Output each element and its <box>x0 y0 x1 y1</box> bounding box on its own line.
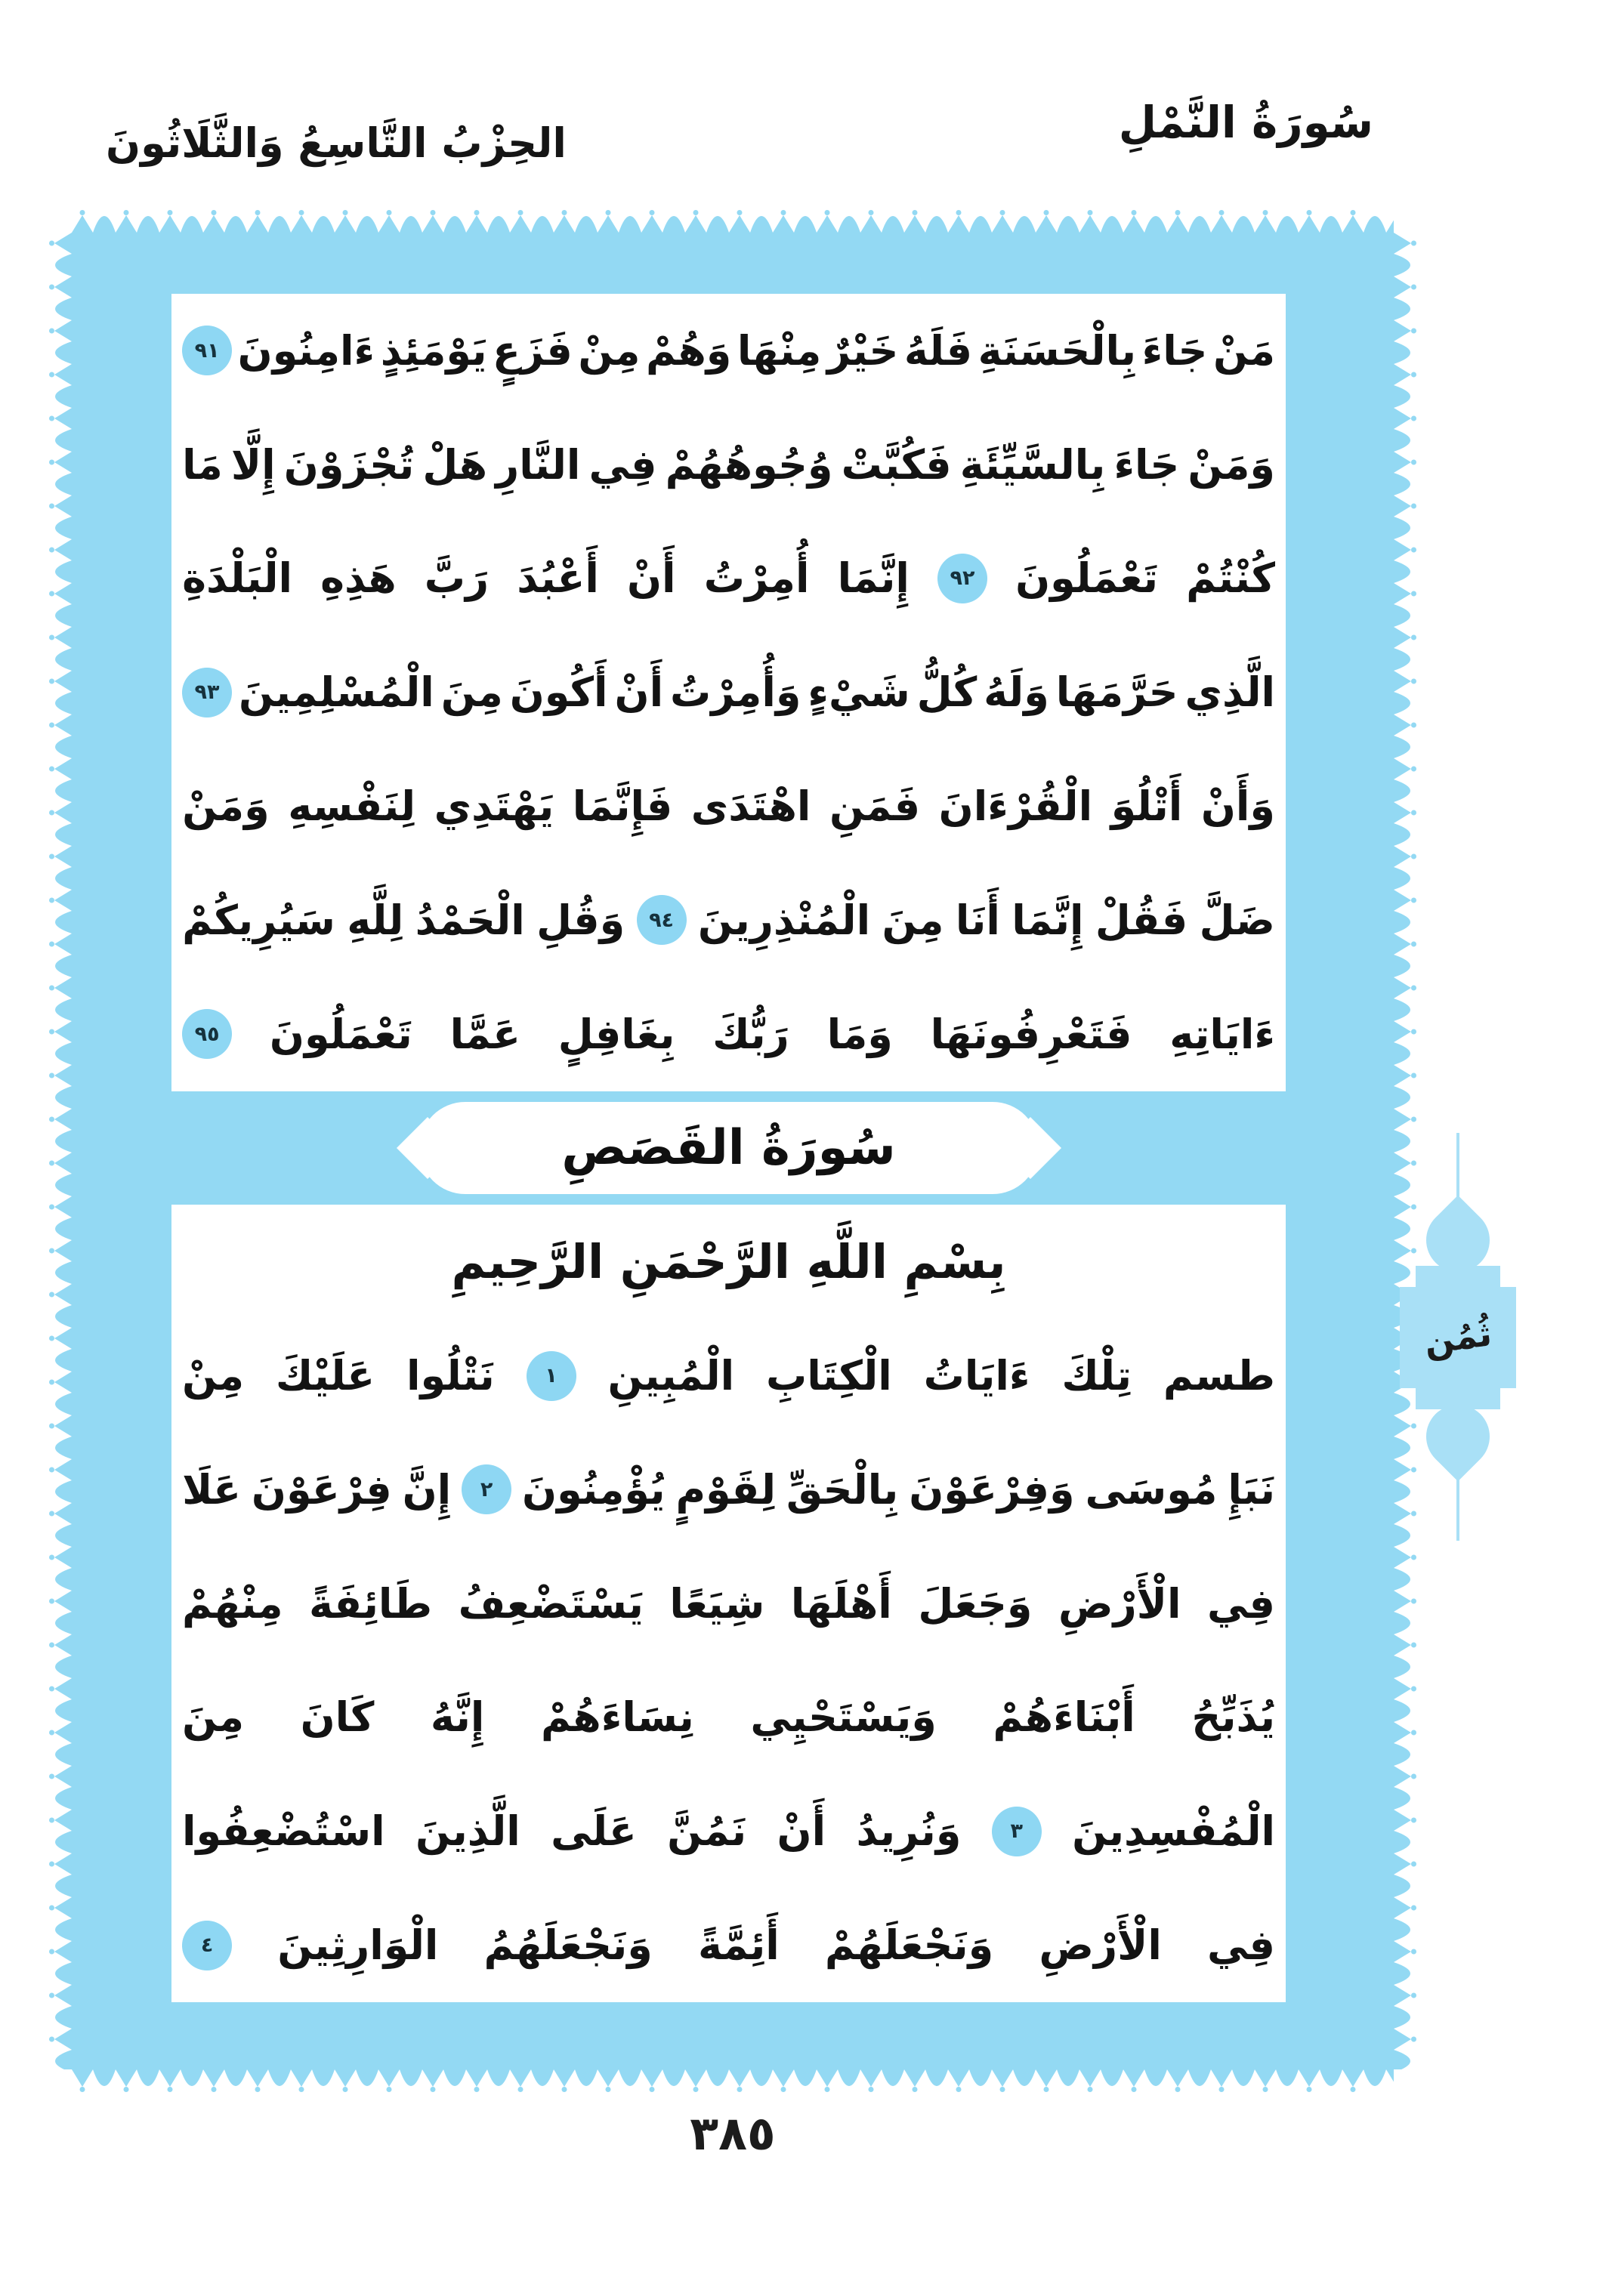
quran-word: كُلُّ <box>916 668 977 717</box>
quran-line <box>182 635 1275 749</box>
quran-word: تَعْمَلُونَ <box>269 1010 412 1058</box>
verse-number-rosette <box>182 1921 232 1970</box>
quran-word: أَعْبُدَ <box>517 554 599 603</box>
quran-word: جَاءَ <box>1113 440 1180 489</box>
quran-word: وَمَنْ <box>182 782 270 831</box>
quran-line <box>182 1774 1275 1888</box>
quran-word: فَقُلْ <box>1095 896 1188 944</box>
verse-number-rosette <box>182 668 232 718</box>
verse-number-rosette <box>182 1009 232 1059</box>
quran-word: يُذَبِّحُ <box>1191 1693 1275 1742</box>
quran-word: سَيُرِيكُمْ <box>182 896 335 944</box>
quran-word: وَقُلِ <box>536 896 625 944</box>
quran-word: فِي <box>588 440 657 489</box>
quran-word: وَفِرْعَوْنَ <box>909 1465 1075 1514</box>
verse-number: ٣ <box>1010 1819 1024 1844</box>
quran-word: وَنَجْعَلَهُمُ <box>483 1921 653 1970</box>
quran-word: الْمُسْلِمِينَ <box>238 668 434 717</box>
surah-title: سُورَةُ القَصَصِ <box>561 1119 896 1176</box>
quran-word: إِنَّمَا <box>837 554 910 603</box>
bismillah-line: بِسْمِ اللَّهِ الرَّحْمَنِ الرَّحِيمِ <box>451 1234 1006 1290</box>
quran-line <box>182 977 1275 1091</box>
quran-word: وَمَا <box>826 1010 893 1058</box>
quran-word: مِنَ <box>440 668 503 717</box>
quran-word: هَلْ <box>422 440 488 489</box>
quran-word: لِلَّهِ <box>347 896 404 944</box>
quran-word: وَجَعَلَ <box>918 1579 1033 1628</box>
quran-word: الْمُبِينِ <box>607 1352 735 1400</box>
quran-word: الْقُرْءَانَ <box>938 782 1093 831</box>
quran-word: فَإِنَّمَا <box>572 782 673 831</box>
zigzag-strip <box>72 2069 1394 2092</box>
quran-word: مِنَ <box>882 896 944 944</box>
verse-number-rosette <box>462 1464 511 1514</box>
quran-word: وَأَنْ <box>1200 782 1275 831</box>
quran-word: الْوَارِثِينَ <box>277 1921 439 1970</box>
surah-title-cartouche <box>419 1102 1039 1194</box>
quran-word: وَهُمْ <box>645 326 732 375</box>
zigzag-strip <box>49 233 72 2069</box>
quran-word: نَتْلُوا <box>406 1352 495 1400</box>
quran-word: مَنْ <box>1212 326 1275 375</box>
quran-word: فَلَهُ <box>903 326 973 375</box>
quran-word: شَيْءٍ <box>808 668 910 717</box>
verse-number-rosette <box>992 1807 1042 1856</box>
quran-word: مِنَ <box>182 1693 245 1742</box>
surah-title-banner <box>171 1091 1286 1205</box>
quran-word: إِنَّهُ <box>430 1693 485 1742</box>
quran-word: بِغَافِلٍ <box>557 1010 675 1058</box>
quran-line <box>182 1888 1275 2002</box>
quran-word: فِي <box>1207 1579 1275 1628</box>
quran-word: مَا <box>182 440 223 489</box>
quran-text-area <box>171 294 1286 2002</box>
frame-zigzag-top-edge <box>72 210 1394 233</box>
quran-line <box>182 1661 1275 1775</box>
ornament-square <box>1400 1287 1516 1388</box>
quran-word: نَمُنَّ <box>667 1807 747 1856</box>
quran-word: طسم <box>1163 1352 1275 1400</box>
quran-word: وَنَجْعَلَهُمْ <box>824 1921 994 1970</box>
verse-number: ٩٥ <box>194 1022 220 1046</box>
quran-word: النَّارِ <box>496 440 581 489</box>
quran-word: مُوسَى <box>1085 1465 1218 1514</box>
quran-word: أَكُونَ <box>509 668 608 717</box>
quran-word: فَمَنِ <box>829 782 921 831</box>
quran-word: كَانَ <box>300 1693 375 1742</box>
quran-word: فَزَعٍ <box>493 326 573 375</box>
quran-word: أَنَا <box>955 896 1000 944</box>
quran-word: أَنْ <box>614 668 664 717</box>
quran-word: لِقَوْمٍ <box>675 1465 777 1514</box>
quran-word: تِلْكَ <box>1061 1352 1132 1400</box>
quran-line <box>182 863 1275 977</box>
verse-number: ٩٢ <box>950 566 975 591</box>
thumun-margin-ornament <box>1400 1133 1516 1541</box>
quran-word: إِنَّ <box>402 1465 452 1514</box>
quran-word: عَمَّا <box>449 1010 520 1058</box>
quran-word: حَرَّمَهَا <box>1055 668 1178 717</box>
quran-word: تُجْزَوْنَ <box>283 440 415 489</box>
quran-word: بِالسَّيِّئَةِ <box>959 440 1106 489</box>
quran-word: الْحَمْدُ <box>415 896 525 944</box>
frame-zigzag-bottom-edge <box>72 2069 1394 2092</box>
quran-word: أَنْ <box>777 1807 826 1856</box>
quran-word: ءَامِنُونَ <box>237 326 375 375</box>
quran-word: خَيْرٌ <box>826 326 899 375</box>
quran-word: إِنَّمَا <box>1011 896 1084 944</box>
quran-word: شِيَعًا <box>669 1579 765 1628</box>
quran-word: أَهْلَهَا <box>790 1579 892 1628</box>
quran-word: هَذِهِ <box>320 554 397 603</box>
surah-name-header: سُورَةُ النَّمْلِ <box>1118 97 1373 148</box>
quran-line <box>182 408 1275 522</box>
quran-word: رَبَّ <box>424 554 490 603</box>
quran-line <box>182 1319 1275 1433</box>
quran-word: وَأُمِرْتُ <box>670 668 801 717</box>
verse-number: ٩١ <box>194 338 220 363</box>
quran-word: وَمَنْ <box>1188 440 1275 489</box>
quran-word: الْكِتَابِ <box>765 1352 892 1400</box>
quran-word: يَسْتَضْعِفُ <box>458 1579 644 1628</box>
quran-word: وُجُوهُهُمْ <box>665 440 833 489</box>
quran-word: الَّذِي <box>1184 668 1275 717</box>
quran-word: يُؤْمِنُونَ <box>521 1465 666 1514</box>
quran-word: مِنْهُمْ <box>182 1579 283 1628</box>
quran-word: ءَايَاتُ <box>923 1352 1030 1400</box>
quran-line <box>182 1547 1275 1661</box>
quran-word: ءَايَاتِهِ <box>1169 1010 1275 1058</box>
verse-number-rosette <box>637 895 687 945</box>
quran-word: عَلَى <box>551 1807 637 1856</box>
quran-word: أُمِرْتُ <box>703 554 810 603</box>
quran-line <box>182 749 1275 863</box>
quran-word: مِنْ <box>182 1352 245 1400</box>
quran-word: اسْتُضْعِفُوا <box>182 1807 385 1856</box>
verse-number: ٢ <box>480 1477 493 1501</box>
quran-word: وَيَسْتَحْيِي <box>750 1693 937 1742</box>
quran-word: اهْتَدَى <box>690 782 811 831</box>
quran-word: جَاءَ <box>1141 326 1208 375</box>
quran-word: يَهْتَدِي <box>434 782 554 831</box>
quran-word: الْمُنْذِرِينَ <box>697 896 871 944</box>
quran-word: كُنْتُمْ <box>1186 554 1275 603</box>
page-number: ٣٨٥ <box>690 2106 776 2161</box>
quran-word: مِنْ <box>578 326 641 375</box>
quran-word: مِنْهَا <box>737 326 822 375</box>
quran-word: أَئِمَّةً <box>698 1921 780 1970</box>
verse-number-rosette <box>182 326 232 375</box>
quran-word: بِالْحَسَنَةِ <box>977 326 1137 375</box>
ornament-top-step <box>1416 1266 1500 1288</box>
quran-word: تَعْمَلُونَ <box>1015 554 1159 603</box>
hizb-header: الحِزْبُ التَّاسِعُ وَالثَّلَاثُونَ <box>106 119 567 167</box>
quran-word: أَنْ <box>626 554 676 603</box>
quran-word: يَوْمَئِذٍ <box>380 326 487 375</box>
quran-word: فَتَعْرِفُونَهَا <box>930 1010 1132 1058</box>
quran-line <box>182 294 1275 408</box>
quran-word: لِنَفْسِهِ <box>288 782 416 831</box>
quran-word: وَلَهُ <box>984 668 1049 717</box>
zigzag-strip <box>72 210 1394 233</box>
verse-number: ٩٣ <box>194 680 220 705</box>
quran-word: بِالْحَقِّ <box>786 1465 899 1514</box>
quran-word: الْأَرْضِ <box>1058 1579 1181 1628</box>
frame-zigzag-left-edge <box>49 233 72 2069</box>
quran-line <box>182 522 1275 636</box>
quran-word: نِسَاءَهُمْ <box>540 1693 694 1742</box>
quran-word: عَلَيْكَ <box>275 1352 375 1400</box>
quran-word: عَلَا <box>182 1465 242 1514</box>
quran-word: أَتْلُوَ <box>1110 782 1183 831</box>
quran-line <box>182 1433 1275 1547</box>
quran-word: الْأَرْضِ <box>1039 1921 1162 1970</box>
quran-word: رَبُّكَ <box>712 1010 789 1058</box>
quran-word: الَّذِينَ <box>415 1807 520 1856</box>
quran-word: أَبْنَاءَهُمْ <box>993 1693 1135 1742</box>
quran-word: وَنُرِيدُ <box>856 1807 962 1856</box>
verse-number: ٩٤ <box>649 908 675 932</box>
quran-word: الْبَلْدَةِ <box>182 554 293 603</box>
quran-word: نَبَإِ <box>1228 1465 1275 1514</box>
verse-number: ٤ <box>200 1933 214 1958</box>
quran-word: طَائِفَةً <box>309 1579 433 1628</box>
quran-word: فِي <box>1207 1921 1275 1970</box>
verse-number: ١ <box>545 1364 557 1388</box>
quran-word: ضَلَّ <box>1199 896 1275 944</box>
quran-word: إِلَّا <box>230 440 276 489</box>
thumun-label: ثُمُن <box>1421 1313 1495 1362</box>
verse-number-rosette <box>937 554 987 603</box>
quran-word: فَكُبَّتْ <box>841 440 952 489</box>
quran-word: فِرْعَوْنَ <box>251 1465 392 1514</box>
quran-word: الْمُفْسِدِينَ <box>1072 1807 1275 1856</box>
verse-number-rosette <box>527 1351 576 1401</box>
